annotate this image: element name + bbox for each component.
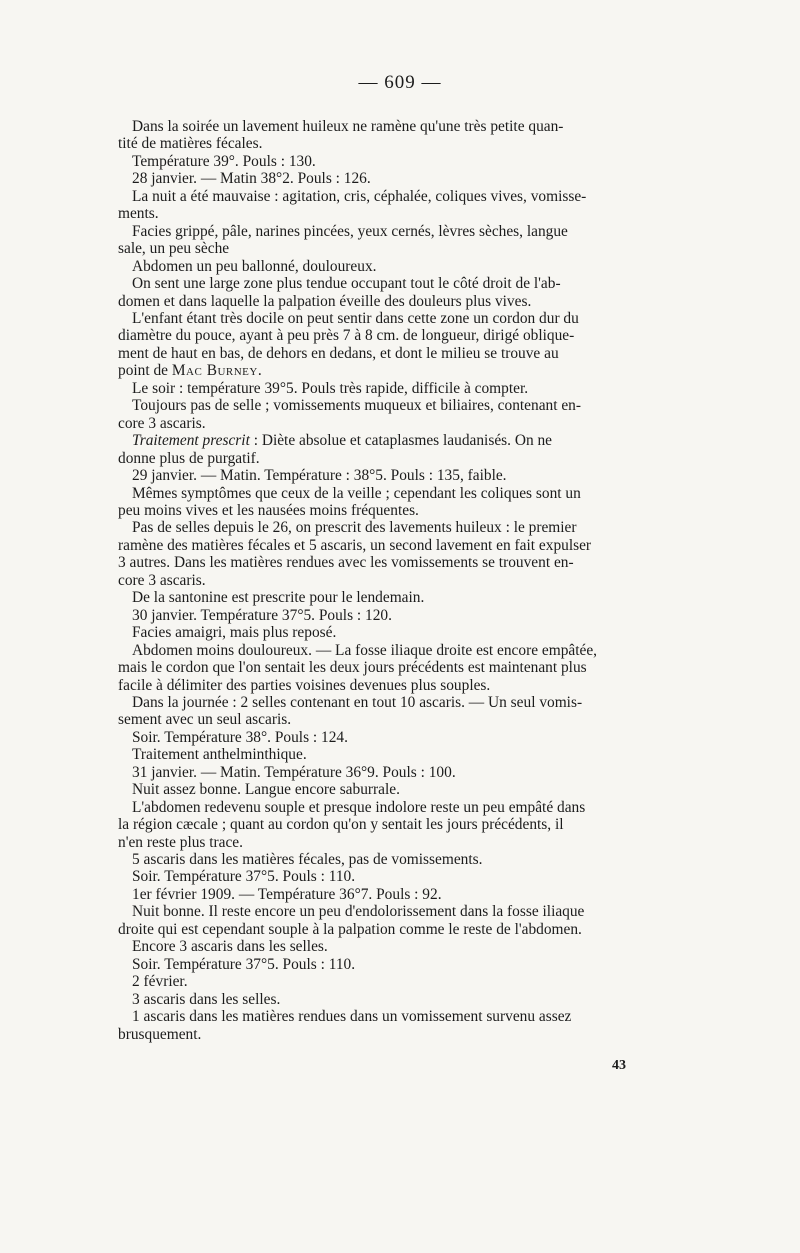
signature-mark: 43 — [612, 1058, 626, 1073]
paragraph: Toujours pas de selle ; vomissements muqueux et biliaires, contenant en- core 3 ascaris. — [118, 397, 581, 432]
paragraph: Nuit bonne. Il reste encore un peu d'endolorissement dans la fosse iliaque droite qui est cependant souple à la palpation comme le reste de l'abdomen. — [118, 903, 585, 938]
page-body — [118, 118, 696, 1043]
author-name: Mac Burney — [171, 362, 258, 380]
paragraph: Dans la journée : 2 selles contenant en tout 10 ascaris. — Un seul vomis- sement avec un seul ascaris. — [118, 693, 583, 729]
paragraph: 29 janvier. — Matin. Température : 38°5. Pouls : 135, faible. — [132, 467, 507, 485]
paragraph: 1 ascaris dans les matières rendues dans un vomissement survenu assez brusquement. — [118, 1008, 572, 1043]
paragraph: Soir. Température 37°5. Pouls : 110. — [132, 955, 356, 973]
paragraph: On sent une large zone plus tendue occupant tout le côté droit de l'ab- domen et dans laquelle la palpation éveille des douleurs plus vives. — [118, 275, 561, 310]
paragraph: La nuit a été mauvaise : agitation, cris, céphalée, coliques vives, vomisse- ments. — [118, 187, 587, 223]
paragraph: 3 ascaris dans les selles. — [132, 990, 281, 1008]
paragraph: 2 février. — [132, 973, 188, 991]
paragraph: De la santonine est prescrite pour le lendemain. — [132, 589, 425, 607]
paragraph: Dans la soirée un lavement huileux ne ramène qu'une très petite quan- tité de matières fécales. — [118, 118, 564, 153]
paragraph: Soir. Température 37°5. Pouls : 110. — [132, 868, 356, 886]
paragraph: Le soir : température 39°5. Pouls très rapide, difficile à compter. — [132, 379, 529, 397]
paragraph: L'abdomen redevenu souple et presque indolore reste un peu empâté dans la région cæcale ; quant au cordon qu'on y sentait les jours précédents, il n'en reste plus trace. — [118, 798, 586, 851]
paragraph: Mêmes symptômes que ceux de la veille ; cependant les coliques sont un peu moins vives et les nausées moins fréquentes. — [118, 484, 581, 519]
paragraph: Pas de selles depuis le 26, on prescrit des lavements huileux : le premier ramène des matières fécales et 5 ascaris, un second lavement en fait expulser 3 autres. Dans les matières rendues avec les vomissements se trouvent en- core 3 ascaris. — [118, 519, 592, 589]
paragraph: 1er février 1909. — Température 36°7. Pouls : 92. — [132, 885, 442, 903]
paragraph: Température 39°. Pouls : 130. — [132, 152, 316, 170]
paragraph: Facies grippé, pâle, narines pincées, yeux cernés, lèvres sèches, langue sale, un peu sèche — [118, 222, 568, 258]
paragraph: Nuit assez bonne. Langue encore saburrale. — [132, 781, 400, 799]
paragraph: Traitement prescrit : Diète absolue et cataplasmes laudanisés. On ne donne plus de purgatif. — [118, 432, 553, 467]
paragraph: L'enfant étant très docile on peut sentir dans cette zone un cordon dur du diamètre du pouce, ayant à peu près 7 à 8 cm. de longueur, dirigé oblique- ment de haut en bas, de dehors en dedans, et dont le milieu se trouve au point de Mac Burney. — [118, 309, 579, 380]
paragraph: Traitement anthelminthique. — [132, 746, 307, 764]
paragraph: Soir. Température 38°. Pouls : 124. — [132, 728, 348, 746]
paragraph: Encore 3 ascaris dans les selles. — [132, 938, 328, 956]
paragraph: Abdomen moins douloureux. — La fosse iliaque droite est encore empâtée, mais le cordon que l'on sentait les deux jours précédents est maintenant plus facile à délimiter des parties voisines devenues plus souples. — [118, 641, 598, 694]
paragraph: 30 janvier. Température 37°5. Pouls : 120. — [132, 606, 392, 624]
paragraph: 5 ascaris dans les matières fécales, pas de vomissements. — [132, 851, 483, 869]
treatment-label: Traitement prescrit — [132, 432, 250, 450]
paragraph: Abdomen un peu ballonné, douloureux. — [132, 257, 377, 275]
page-number: — 609 — — [358, 72, 442, 93]
paragraph: 31 janvier. — Matin. Température 36°9. Pouls : 100. — [132, 763, 456, 781]
paragraph: 28 janvier. — Matin 38°2. Pouls : 126. — [132, 170, 371, 188]
paragraph: Facies amaigri, mais plus reposé. — [132, 624, 337, 642]
